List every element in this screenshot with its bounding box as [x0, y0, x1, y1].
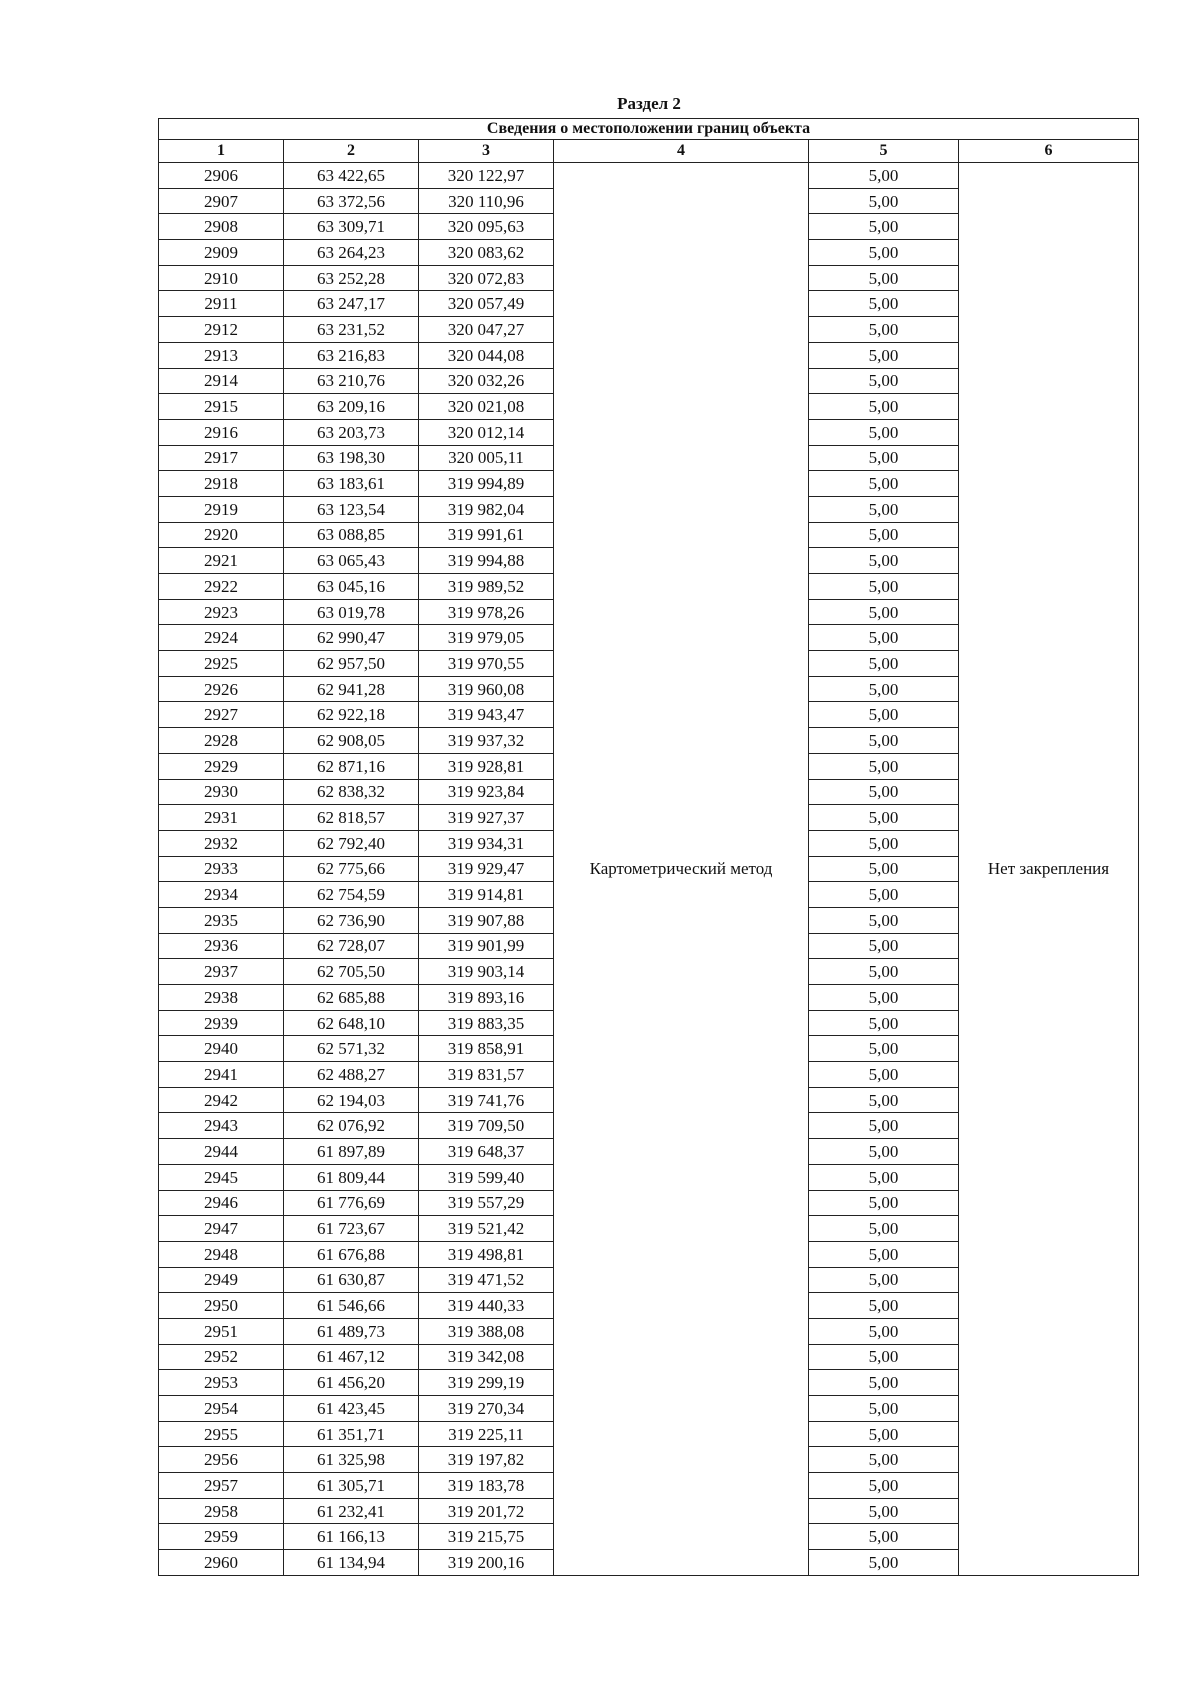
x-coordinate-cell: 63 231,52: [284, 317, 419, 343]
point-number-cell: 2924: [159, 625, 284, 651]
point-number-cell: 2907: [159, 188, 284, 214]
x-coordinate-cell: 61 676,88: [284, 1241, 419, 1267]
y-coordinate-cell: 320 032,26: [419, 368, 554, 394]
accuracy-cell: 5,00: [809, 1216, 959, 1242]
x-coordinate-cell: 61 776,69: [284, 1190, 419, 1216]
point-number-cell: 2934: [159, 882, 284, 908]
y-coordinate-cell: 319 928,81: [419, 753, 554, 779]
accuracy-cell: 5,00: [809, 676, 959, 702]
y-coordinate-cell: 319 923,84: [419, 779, 554, 805]
x-coordinate-cell: 61 897,89: [284, 1139, 419, 1165]
x-coordinate-cell: 63 422,65: [284, 163, 419, 189]
x-coordinate-cell: 63 183,61: [284, 471, 419, 497]
y-coordinate-cell: 319 982,04: [419, 496, 554, 522]
y-coordinate-cell: 319 978,26: [419, 599, 554, 625]
x-coordinate-cell: 62 705,50: [284, 959, 419, 985]
method-cell: Картометрический метод: [554, 163, 809, 1576]
y-coordinate-cell: 320 021,08: [419, 394, 554, 420]
y-coordinate-cell: 319 599,40: [419, 1164, 554, 1190]
x-coordinate-cell: 62 194,03: [284, 1087, 419, 1113]
accuracy-cell: 5,00: [809, 779, 959, 805]
y-coordinate-cell: 319 929,47: [419, 856, 554, 882]
accuracy-cell: 5,00: [809, 548, 959, 574]
accuracy-cell: 5,00: [809, 1498, 959, 1524]
x-coordinate-cell: 62 990,47: [284, 625, 419, 651]
accuracy-cell: 5,00: [809, 445, 959, 471]
accuracy-cell: 5,00: [809, 188, 959, 214]
accuracy-cell: 5,00: [809, 1062, 959, 1088]
accuracy-cell: 5,00: [809, 959, 959, 985]
table-row: [159, 163, 1139, 189]
column-header: 6: [959, 140, 1139, 163]
accuracy-cell: 5,00: [809, 1190, 959, 1216]
column-header-row: [159, 140, 1139, 163]
accuracy-cell: 5,00: [809, 882, 959, 908]
point-number-cell: 2941: [159, 1062, 284, 1088]
point-number-cell: 2906: [159, 163, 284, 189]
point-number-cell: 2916: [159, 419, 284, 445]
accuracy-cell: 5,00: [809, 471, 959, 497]
y-coordinate-cell: 319 440,33: [419, 1293, 554, 1319]
y-coordinate-cell: 319 215,75: [419, 1524, 554, 1550]
x-coordinate-cell: 61 546,66: [284, 1293, 419, 1319]
point-number-cell: 2948: [159, 1241, 284, 1267]
point-number-cell: 2929: [159, 753, 284, 779]
point-number-cell: 2952: [159, 1344, 284, 1370]
point-number-cell: 2909: [159, 240, 284, 266]
point-number-cell: 2955: [159, 1421, 284, 1447]
x-coordinate-cell: 61 351,71: [284, 1421, 419, 1447]
x-coordinate-cell: 62 488,27: [284, 1062, 419, 1088]
y-coordinate-cell: 319 521,42: [419, 1216, 554, 1242]
accuracy-cell: 5,00: [809, 1087, 959, 1113]
point-number-cell: 2912: [159, 317, 284, 343]
point-number-cell: 2919: [159, 496, 284, 522]
point-number-cell: 2956: [159, 1447, 284, 1473]
x-coordinate-cell: 62 571,32: [284, 1036, 419, 1062]
x-coordinate-cell: 61 134,94: [284, 1550, 419, 1576]
y-coordinate-cell: 319 858,91: [419, 1036, 554, 1062]
accuracy-cell: 5,00: [809, 368, 959, 394]
y-coordinate-cell: 319 388,08: [419, 1318, 554, 1344]
accuracy-cell: 5,00: [809, 342, 959, 368]
x-coordinate-cell: 62 775,66: [284, 856, 419, 882]
y-coordinate-cell: 319 498,81: [419, 1241, 554, 1267]
accuracy-cell: 5,00: [809, 214, 959, 240]
column-header: 4: [554, 140, 809, 163]
y-coordinate-cell: 319 994,88: [419, 548, 554, 574]
point-number-cell: 2939: [159, 1010, 284, 1036]
y-coordinate-cell: 320 057,49: [419, 291, 554, 317]
point-number-cell: 2925: [159, 651, 284, 677]
accuracy-cell: 5,00: [809, 1113, 959, 1139]
x-coordinate-cell: 61 305,71: [284, 1473, 419, 1499]
accuracy-cell: 5,00: [809, 830, 959, 856]
x-coordinate-cell: 61 423,45: [284, 1396, 419, 1422]
y-coordinate-cell: 319 907,88: [419, 907, 554, 933]
x-coordinate-cell: 63 309,71: [284, 214, 419, 240]
point-number-cell: 2910: [159, 265, 284, 291]
accuracy-cell: 5,00: [809, 702, 959, 728]
x-coordinate-cell: 61 489,73: [284, 1318, 419, 1344]
accuracy-cell: 5,00: [809, 1421, 959, 1447]
accuracy-cell: 5,00: [809, 753, 959, 779]
x-coordinate-cell: 61 232,41: [284, 1498, 419, 1524]
y-coordinate-cell: 319 342,08: [419, 1344, 554, 1370]
y-coordinate-cell: 319 201,72: [419, 1498, 554, 1524]
y-coordinate-cell: 319 989,52: [419, 574, 554, 600]
point-number-cell: 2922: [159, 574, 284, 600]
x-coordinate-cell: 62 941,28: [284, 676, 419, 702]
point-number-cell: 2928: [159, 728, 284, 754]
point-number-cell: 2958: [159, 1498, 284, 1524]
point-number-cell: 2915: [159, 394, 284, 420]
y-coordinate-cell: 319 471,52: [419, 1267, 554, 1293]
accuracy-cell: 5,00: [809, 933, 959, 959]
y-coordinate-cell: 319 991,61: [419, 522, 554, 548]
point-number-cell: 2923: [159, 599, 284, 625]
x-coordinate-cell: 62 076,92: [284, 1113, 419, 1139]
y-coordinate-cell: 319 979,05: [419, 625, 554, 651]
x-coordinate-cell: 61 325,98: [284, 1447, 419, 1473]
accuracy-cell: 5,00: [809, 1318, 959, 1344]
point-number-cell: 2921: [159, 548, 284, 574]
accuracy-cell: 5,00: [809, 317, 959, 343]
y-coordinate-cell: 319 741,76: [419, 1087, 554, 1113]
accuracy-cell: 5,00: [809, 265, 959, 291]
y-coordinate-cell: 319 225,11: [419, 1421, 554, 1447]
point-number-cell: 2946: [159, 1190, 284, 1216]
x-coordinate-cell: 61 456,20: [284, 1370, 419, 1396]
y-coordinate-cell: 320 044,08: [419, 342, 554, 368]
y-coordinate-cell: 320 122,97: [419, 163, 554, 189]
point-number-cell: 2940: [159, 1036, 284, 1062]
accuracy-cell: 5,00: [809, 728, 959, 754]
accuracy-cell: 5,00: [809, 856, 959, 882]
point-number-cell: 2911: [159, 291, 284, 317]
accuracy-cell: 5,00: [809, 1139, 959, 1165]
point-number-cell: 2935: [159, 907, 284, 933]
y-coordinate-cell: 319 270,34: [419, 1396, 554, 1422]
point-number-cell: 2950: [159, 1293, 284, 1319]
point-number-cell: 2933: [159, 856, 284, 882]
x-coordinate-cell: 61 723,67: [284, 1216, 419, 1242]
accuracy-cell: 5,00: [809, 599, 959, 625]
x-coordinate-cell: 63 247,17: [284, 291, 419, 317]
y-coordinate-cell: 319 557,29: [419, 1190, 554, 1216]
y-coordinate-cell: 319 970,55: [419, 651, 554, 677]
accuracy-cell: 5,00: [809, 1267, 959, 1293]
y-coordinate-cell: 320 072,83: [419, 265, 554, 291]
x-coordinate-cell: 63 019,78: [284, 599, 419, 625]
x-coordinate-cell: 62 922,18: [284, 702, 419, 728]
y-coordinate-cell: 319 709,50: [419, 1113, 554, 1139]
x-coordinate-cell: 62 754,59: [284, 882, 419, 908]
y-coordinate-cell: 319 883,35: [419, 1010, 554, 1036]
column-header: 2: [284, 140, 419, 163]
accuracy-cell: 5,00: [809, 291, 959, 317]
point-number-cell: 2926: [159, 676, 284, 702]
y-coordinate-cell: 319 903,14: [419, 959, 554, 985]
point-number-cell: 2953: [159, 1370, 284, 1396]
point-number-cell: 2937: [159, 959, 284, 985]
accuracy-cell: 5,00: [809, 1524, 959, 1550]
point-number-cell: 2942: [159, 1087, 284, 1113]
point-number-cell: 2917: [159, 445, 284, 471]
point-number-cell: 2959: [159, 1524, 284, 1550]
x-coordinate-cell: 63 203,73: [284, 419, 419, 445]
point-number-cell: 2927: [159, 702, 284, 728]
accuracy-cell: 5,00: [809, 240, 959, 266]
accuracy-cell: 5,00: [809, 625, 959, 651]
x-coordinate-cell: 63 216,83: [284, 342, 419, 368]
point-number-cell: 2938: [159, 985, 284, 1011]
y-coordinate-cell: 319 299,19: [419, 1370, 554, 1396]
accuracy-cell: 5,00: [809, 522, 959, 548]
point-number-cell: 2957: [159, 1473, 284, 1499]
x-coordinate-cell: 62 792,40: [284, 830, 419, 856]
y-coordinate-cell: 319 197,82: [419, 1447, 554, 1473]
column-header: 1: [159, 140, 284, 163]
y-coordinate-cell: 320 005,11: [419, 445, 554, 471]
x-coordinate-cell: 63 065,43: [284, 548, 419, 574]
point-number-cell: 2951: [159, 1318, 284, 1344]
accuracy-cell: 5,00: [809, 1010, 959, 1036]
x-coordinate-cell: 63 045,16: [284, 574, 419, 600]
point-number-cell: 2949: [159, 1267, 284, 1293]
accuracy-cell: 5,00: [809, 419, 959, 445]
accuracy-cell: 5,00: [809, 1370, 959, 1396]
accuracy-cell: 5,00: [809, 394, 959, 420]
accuracy-cell: 5,00: [809, 1241, 959, 1267]
y-coordinate-cell: 320 095,63: [419, 214, 554, 240]
accuracy-cell: 5,00: [809, 805, 959, 831]
accuracy-cell: 5,00: [809, 1447, 959, 1473]
accuracy-cell: 5,00: [809, 651, 959, 677]
x-coordinate-cell: 62 838,32: [284, 779, 419, 805]
table-caption-row: [159, 119, 1139, 140]
accuracy-cell: 5,00: [809, 496, 959, 522]
point-number-cell: 2943: [159, 1113, 284, 1139]
x-coordinate-cell: 62 908,05: [284, 728, 419, 754]
x-coordinate-cell: 61 809,44: [284, 1164, 419, 1190]
y-coordinate-cell: 319 893,16: [419, 985, 554, 1011]
y-coordinate-cell: 319 934,31: [419, 830, 554, 856]
x-coordinate-cell: 62 648,10: [284, 1010, 419, 1036]
y-coordinate-cell: 319 943,47: [419, 702, 554, 728]
point-number-cell: 2947: [159, 1216, 284, 1242]
accuracy-cell: 5,00: [809, 907, 959, 933]
x-coordinate-cell: 63 264,23: [284, 240, 419, 266]
x-coordinate-cell: 62 871,16: [284, 753, 419, 779]
y-coordinate-cell: 319 648,37: [419, 1139, 554, 1165]
accuracy-cell: 5,00: [809, 985, 959, 1011]
point-number-cell: 2913: [159, 342, 284, 368]
point-number-cell: 2920: [159, 522, 284, 548]
boundary-table: [158, 118, 1139, 1576]
x-coordinate-cell: 62 728,07: [284, 933, 419, 959]
y-coordinate-cell: 319 994,89: [419, 471, 554, 497]
y-coordinate-cell: 319 200,16: [419, 1550, 554, 1576]
point-number-cell: 2914: [159, 368, 284, 394]
column-header: 3: [419, 140, 554, 163]
table-caption: Сведения о местоположении границ объекта: [159, 119, 1139, 140]
x-coordinate-cell: 61 166,13: [284, 1524, 419, 1550]
y-coordinate-cell: 320 110,96: [419, 188, 554, 214]
accuracy-cell: 5,00: [809, 1293, 959, 1319]
accuracy-cell: 5,00: [809, 1164, 959, 1190]
point-number-cell: 2930: [159, 779, 284, 805]
point-number-cell: 2936: [159, 933, 284, 959]
accuracy-cell: 5,00: [809, 1473, 959, 1499]
y-coordinate-cell: 319 183,78: [419, 1473, 554, 1499]
x-coordinate-cell: 62 736,90: [284, 907, 419, 933]
point-number-cell: 2945: [159, 1164, 284, 1190]
x-coordinate-cell: 63 210,76: [284, 368, 419, 394]
y-coordinate-cell: 319 901,99: [419, 933, 554, 959]
point-number-cell: 2960: [159, 1550, 284, 1576]
fixation-cell: Нет закрепления: [959, 163, 1139, 1576]
y-coordinate-cell: 320 047,27: [419, 317, 554, 343]
x-coordinate-cell: 62 685,88: [284, 985, 419, 1011]
x-coordinate-cell: 62 818,57: [284, 805, 419, 831]
y-coordinate-cell: 319 831,57: [419, 1062, 554, 1088]
y-coordinate-cell: 319 927,37: [419, 805, 554, 831]
accuracy-cell: 5,00: [809, 1344, 959, 1370]
point-number-cell: 2931: [159, 805, 284, 831]
section-title: Раздел 2: [617, 94, 681, 113]
y-coordinate-cell: 319 960,08: [419, 676, 554, 702]
x-coordinate-cell: 63 252,28: [284, 265, 419, 291]
x-coordinate-cell: 63 198,30: [284, 445, 419, 471]
accuracy-cell: 5,00: [809, 163, 959, 189]
accuracy-cell: 5,00: [809, 1396, 959, 1422]
point-number-cell: 2954: [159, 1396, 284, 1422]
x-coordinate-cell: 63 372,56: [284, 188, 419, 214]
y-coordinate-cell: 320 083,62: [419, 240, 554, 266]
y-coordinate-cell: 319 937,32: [419, 728, 554, 754]
accuracy-cell: 5,00: [809, 574, 959, 600]
x-coordinate-cell: 63 088,85: [284, 522, 419, 548]
accuracy-cell: 5,00: [809, 1550, 959, 1576]
point-number-cell: 2944: [159, 1139, 284, 1165]
x-coordinate-cell: 62 957,50: [284, 651, 419, 677]
x-coordinate-cell: 61 630,87: [284, 1267, 419, 1293]
x-coordinate-cell: 63 123,54: [284, 496, 419, 522]
point-number-cell: 2908: [159, 214, 284, 240]
y-coordinate-cell: 319 914,81: [419, 882, 554, 908]
x-coordinate-cell: 61 467,12: [284, 1344, 419, 1370]
column-header: 5: [809, 140, 959, 163]
point-number-cell: 2932: [159, 830, 284, 856]
x-coordinate-cell: 63 209,16: [284, 394, 419, 420]
point-number-cell: 2918: [159, 471, 284, 497]
accuracy-cell: 5,00: [809, 1036, 959, 1062]
y-coordinate-cell: 320 012,14: [419, 419, 554, 445]
